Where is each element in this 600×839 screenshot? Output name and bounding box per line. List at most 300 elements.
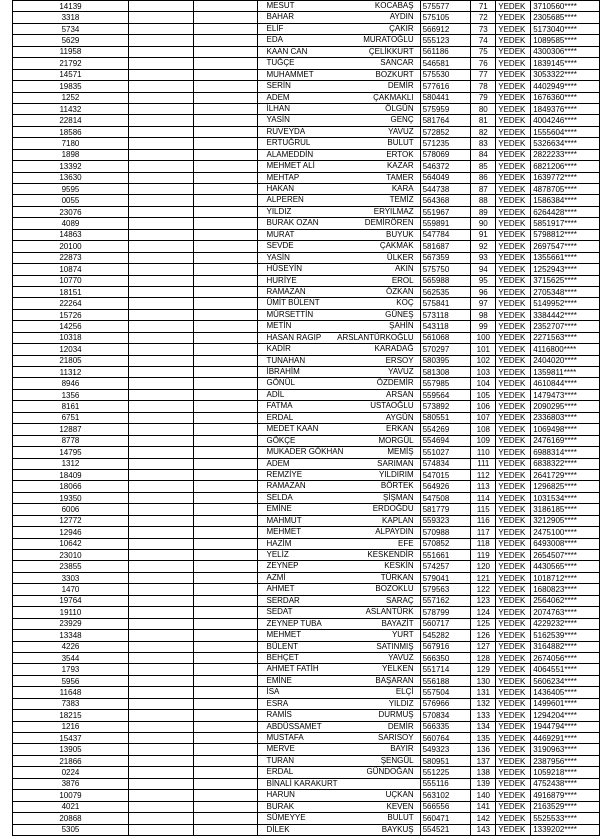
- first-name: MUSTAFA: [266, 733, 304, 742]
- registry-number-cell: 560717: [420, 618, 471, 629]
- applicant-number-cell: 1793: [13, 664, 129, 675]
- empty-cell: [194, 138, 258, 149]
- first-name: HASAN RAGIP: [266, 332, 322, 342]
- table-row: [13, 275, 600, 286]
- empty-cell: [194, 778, 258, 789]
- table-row: [13, 355, 600, 366]
- rank-cell: 84: [471, 149, 496, 160]
- empty-cell: [128, 767, 193, 778]
- table-row: [13, 538, 600, 549]
- id-number-cell: 1849376****: [531, 103, 600, 114]
- status-cell: YEDEK: [496, 298, 531, 309]
- first-name: ZEYNEP: [266, 561, 299, 571]
- full-name-cell: [258, 664, 420, 675]
- id-number-cell: 2822233****: [531, 149, 600, 160]
- last-name: ARSAN: [386, 389, 414, 399]
- applicant-number-cell: 1216: [13, 721, 129, 732]
- table-row: [13, 561, 600, 572]
- last-name: BÖRTEK: [380, 481, 414, 491]
- registry-number-cell: 551027: [420, 447, 471, 458]
- rank-cell: 104: [471, 378, 496, 389]
- rank-cell: 100: [471, 332, 496, 343]
- rank-cell: 79: [471, 92, 496, 103]
- empty-cell: [128, 504, 193, 515]
- rank-cell: 101: [471, 344, 496, 355]
- last-name: YILDIRIM: [378, 469, 414, 479]
- applicant-number-cell: 6751: [13, 412, 129, 423]
- empty-cell: [194, 801, 258, 812]
- full-name-cell: [258, 435, 420, 446]
- empty-cell: [194, 447, 258, 458]
- empty-cell: [128, 710, 193, 721]
- table-row: [13, 172, 600, 183]
- registry-number-cell: 575530: [420, 69, 471, 80]
- registry-number-cell: 551714: [420, 664, 471, 675]
- id-number-cell: 1676360****: [531, 92, 600, 103]
- full-name-cell: [258, 229, 420, 240]
- applicant-number-cell: 10079: [13, 790, 129, 801]
- last-name: ASLANTÜRK: [365, 607, 414, 617]
- rank-cell: 110: [471, 447, 496, 458]
- registry-number-cell: 581779: [420, 504, 471, 515]
- id-number-cell: 4402949****: [531, 81, 600, 92]
- rank-cell: 140: [471, 790, 496, 801]
- id-number-cell: 1069498****: [531, 424, 600, 435]
- full-name-cell: [258, 264, 420, 275]
- first-name: KADİR: [266, 344, 291, 354]
- rank-cell: 113: [471, 481, 496, 492]
- registry-number-cell: 557985: [420, 378, 471, 389]
- id-number-cell: 4300306****: [531, 46, 600, 57]
- id-number-cell: 1839145****: [531, 58, 600, 69]
- rank-cell: 125: [471, 618, 496, 629]
- applicant-number-cell: 23929: [13, 618, 129, 629]
- registry-number-cell: 561186: [420, 46, 471, 57]
- table-row: [13, 138, 600, 149]
- rank-cell: 115: [471, 504, 496, 515]
- empty-cell: [194, 538, 258, 549]
- registry-number-cell: 563102: [420, 790, 471, 801]
- applicant-number-cell: 12887: [13, 424, 129, 435]
- empty-cell: [194, 298, 258, 309]
- registry-number-cell: 564926: [420, 481, 471, 492]
- full-name-cell: [258, 652, 420, 663]
- first-name: HÜSEYİN: [266, 264, 303, 274]
- last-name: KARADAĞ: [374, 344, 414, 354]
- empty-cell: [128, 424, 193, 435]
- empty-cell: [194, 504, 258, 515]
- id-number-cell: 1499601****: [531, 698, 600, 709]
- last-name: YAVUZ: [388, 367, 414, 376]
- empty-cell: [128, 824, 193, 835]
- full-name-cell: [258, 321, 420, 332]
- registry-number-cell: 573118: [420, 309, 471, 320]
- status-cell: YEDEK: [496, 447, 531, 458]
- status-cell: YEDEK: [496, 790, 531, 801]
- registry-number-cell: 561068: [420, 332, 471, 343]
- last-name: BOZKURT: [375, 69, 414, 79]
- applicant-number-cell: 12034: [13, 344, 129, 355]
- rank-cell: 118: [471, 538, 496, 549]
- registry-number-cell: 560764: [420, 733, 471, 744]
- id-number-cell: 1089585****: [531, 35, 600, 46]
- empty-cell: [194, 58, 258, 69]
- registry-number-cell: 566556: [420, 801, 471, 812]
- status-cell: YEDEK: [496, 275, 531, 286]
- last-name: ÖZDEMİR: [376, 378, 414, 388]
- rank-cell: 124: [471, 607, 496, 618]
- last-name: ERTOK: [386, 149, 414, 159]
- first-name: ZEYNEP TUBA: [266, 618, 322, 628]
- status-cell: YEDEK: [496, 469, 531, 480]
- rank-cell: 103: [471, 367, 496, 378]
- full-name-cell: [258, 241, 420, 252]
- table-row: [13, 252, 600, 263]
- rank-cell: 91: [471, 229, 496, 240]
- applicant-number-cell: 8161: [13, 401, 129, 412]
- registry-number-cell: 578799: [420, 607, 471, 618]
- registry-number-cell: 573892: [420, 401, 471, 412]
- table-row: [13, 367, 600, 378]
- empty-cell: [194, 367, 258, 378]
- applicant-number-cell: 13392: [13, 161, 129, 172]
- table-row: [13, 458, 600, 469]
- status-cell: YEDEK: [496, 687, 531, 698]
- empty-cell: [128, 275, 193, 286]
- first-name: YELİZ: [266, 550, 289, 559]
- last-name: DEMİRÖREN: [364, 218, 414, 228]
- id-number-cell: 4229232****: [531, 618, 600, 629]
- table-row: [13, 161, 600, 172]
- applicant-number-cell: 23076: [13, 206, 129, 217]
- status-cell: YEDEK: [496, 126, 531, 137]
- id-number-cell: 6493008****: [531, 538, 600, 549]
- table-row: [13, 778, 600, 789]
- table-row: [13, 698, 600, 709]
- status-cell: YEDEK: [496, 721, 531, 732]
- status-cell: YEDEK: [496, 389, 531, 400]
- applicant-number-cell: 11432: [13, 103, 129, 114]
- id-number-cell: 2476169****: [531, 435, 600, 446]
- empty-cell: [194, 607, 258, 618]
- first-name: RAMİS: [266, 710, 292, 720]
- status-cell: YEDEK: [496, 813, 531, 824]
- empty-cell: [194, 458, 258, 469]
- table-row: [13, 81, 600, 92]
- id-number-cell: 6988314****: [531, 447, 600, 458]
- empty-cell: [194, 550, 258, 561]
- empty-cell: [128, 206, 193, 217]
- full-name-cell: [258, 103, 420, 114]
- id-number-cell: 6838322****: [531, 458, 600, 469]
- full-name-cell: [258, 286, 420, 297]
- id-number-cell: 2404020****: [531, 355, 600, 366]
- registry-number-cell: 564368: [420, 195, 471, 206]
- empty-cell: [194, 481, 258, 492]
- last-name: YAVUZ: [388, 126, 414, 136]
- first-name: MEHMET: [266, 527, 302, 537]
- status-cell: YEDEK: [496, 264, 531, 275]
- empty-cell: [128, 1, 193, 12]
- status-cell: YEDEK: [496, 367, 531, 378]
- table-row: [13, 286, 600, 297]
- table-row: [13, 103, 600, 114]
- rank-cell: 95: [471, 275, 496, 286]
- empty-cell: [194, 412, 258, 423]
- last-name: BAYAZİT: [381, 618, 414, 628]
- registry-number-cell: 575750: [420, 264, 471, 275]
- empty-cell: [128, 92, 193, 103]
- empty-cell: [128, 35, 193, 46]
- table-row: [13, 584, 600, 595]
- empty-cell: [128, 595, 193, 606]
- empty-cell: [128, 126, 193, 137]
- first-name: MÜRSETTİN: [266, 309, 314, 319]
- status-cell: YEDEK: [496, 35, 531, 46]
- first-name: HARUN: [266, 790, 295, 800]
- empty-cell: [194, 252, 258, 263]
- rank-cell: 90: [471, 218, 496, 229]
- last-name: SANCAR: [380, 58, 414, 68]
- first-name: BURAK OZAN: [266, 218, 319, 228]
- table-row: [13, 424, 600, 435]
- registry-number-cell: 556188: [420, 675, 471, 686]
- empty-cell: [194, 424, 258, 435]
- first-name: TUNAHAN: [266, 355, 306, 365]
- empty-cell: [128, 641, 193, 652]
- id-number-cell: 6264428****: [531, 206, 600, 217]
- id-number-cell: 5173040****: [531, 23, 600, 34]
- empty-cell: [128, 652, 193, 663]
- empty-cell: [128, 412, 193, 423]
- empty-cell: [128, 81, 193, 92]
- empty-cell: [194, 595, 258, 606]
- empty-cell: [194, 92, 258, 103]
- registry-number-cell: 545282: [420, 630, 471, 641]
- registry-number-cell: 580395: [420, 355, 471, 366]
- last-name: SATINMIŞ: [376, 641, 414, 651]
- applicant-number-cell: 15437: [13, 733, 129, 744]
- applicant-number-cell: 18066: [13, 481, 129, 492]
- table-row: [13, 58, 600, 69]
- empty-cell: [128, 790, 193, 801]
- last-name: KAZAR: [386, 161, 414, 171]
- last-name: MEMİŞ: [387, 447, 414, 457]
- empty-cell: [194, 46, 258, 57]
- id-number-cell: 5851917****: [531, 218, 600, 229]
- status-cell: YEDEK: [496, 550, 531, 561]
- registry-number-cell: 557162: [420, 595, 471, 606]
- empty-cell: [194, 126, 258, 137]
- status-cell: YEDEK: [496, 321, 531, 332]
- last-name: USTAOĞLU: [370, 401, 414, 411]
- applicant-number-cell: 13905: [13, 744, 129, 755]
- full-name-cell: [258, 355, 420, 366]
- id-number-cell: 2336803****: [531, 412, 600, 423]
- id-number-cell: 5149952****: [531, 298, 600, 309]
- first-name: MEHMET ALİ: [266, 161, 315, 171]
- applicant-number-cell: 9595: [13, 184, 129, 195]
- last-name: TEMİZ: [389, 195, 414, 205]
- applicant-number-cell: 14256: [13, 321, 129, 332]
- status-cell: YEDEK: [496, 355, 531, 366]
- full-name-cell: [258, 572, 420, 583]
- last-name: SARISOY: [378, 733, 414, 742]
- empty-cell: [128, 492, 193, 503]
- id-number-cell: 4878705****: [531, 184, 600, 195]
- status-cell: YEDEK: [496, 733, 531, 744]
- table-row: [13, 184, 600, 195]
- full-name-cell: [258, 698, 420, 709]
- rank-cell: 93: [471, 252, 496, 263]
- registry-number-cell: 559564: [420, 389, 471, 400]
- status-cell: YEDEK: [496, 492, 531, 503]
- empty-cell: [194, 469, 258, 480]
- empty-cell: [194, 35, 258, 46]
- status-cell: YEDEK: [496, 401, 531, 412]
- status-cell: YEDEK: [496, 138, 531, 149]
- last-name: BULUT: [387, 138, 414, 148]
- empty-cell: [194, 12, 258, 23]
- applicant-number-cell: 3318: [13, 12, 129, 23]
- registry-number-cell: 577616: [420, 81, 471, 92]
- full-name-cell: [258, 92, 420, 103]
- first-name: KAAN CAN: [266, 46, 308, 56]
- status-cell: YEDEK: [496, 435, 531, 446]
- registry-number-cell: 564049: [420, 172, 471, 183]
- applicant-number-cell: 8946: [13, 378, 129, 389]
- id-number-cell: 2163529****: [531, 801, 600, 812]
- first-name: MESUT: [266, 1, 295, 10]
- id-number-cell: 1436405****: [531, 687, 600, 698]
- full-name-cell: [258, 675, 420, 686]
- status-cell: YEDEK: [496, 309, 531, 320]
- rank-cell: 82: [471, 126, 496, 137]
- last-name: EFE: [398, 538, 414, 548]
- empty-cell: [128, 538, 193, 549]
- status-cell: YEDEK: [496, 206, 531, 217]
- status-cell: YEDEK: [496, 286, 531, 297]
- empty-cell: [128, 561, 193, 572]
- applicant-number-cell: 4021: [13, 801, 129, 812]
- registry-number-cell: 570852: [420, 538, 471, 549]
- empty-cell: [128, 218, 193, 229]
- full-name-cell: [258, 115, 420, 126]
- last-name: YURT: [391, 630, 414, 640]
- first-name: MAHMUT: [266, 515, 302, 525]
- id-number-cell: 1018712****: [531, 572, 600, 583]
- last-name: TÜRKAN: [380, 572, 414, 582]
- last-name: ÇELİKKURT: [368, 46, 414, 56]
- full-name-cell: [258, 344, 420, 355]
- rank-cell: 135: [471, 733, 496, 744]
- registry-number-cell: 559323: [420, 515, 471, 526]
- full-name-cell: [258, 458, 420, 469]
- table-row: [13, 652, 600, 663]
- last-name: ERDOĞDU: [372, 504, 414, 514]
- table-row: [13, 332, 600, 343]
- applicant-number-cell: 12946: [13, 527, 129, 538]
- first-name: YASİN: [266, 252, 290, 262]
- empty-cell: [128, 630, 193, 641]
- last-name: YELKEN: [382, 664, 414, 674]
- table-row: [13, 630, 600, 641]
- applicant-number-cell: 19764: [13, 595, 129, 606]
- table-row: [13, 824, 600, 835]
- first-name: SEVDE: [266, 241, 294, 251]
- table-row: [13, 401, 600, 412]
- first-name: DİLEK: [266, 824, 290, 834]
- registry-number-cell: 555123: [420, 35, 471, 46]
- first-name: HURİYE: [266, 275, 297, 285]
- registry-number-cell: 572852: [420, 126, 471, 137]
- rank-cell: 88: [471, 195, 496, 206]
- registry-number-cell: 574834: [420, 458, 471, 469]
- last-name: ALPAYDIN: [375, 527, 414, 537]
- empty-cell: [128, 23, 193, 34]
- registry-number-cell: 551225: [420, 767, 471, 778]
- id-number-cell: 3190963****: [531, 744, 600, 755]
- full-name-cell: [258, 824, 420, 835]
- empty-cell: [194, 161, 258, 172]
- rank-cell: 117: [471, 527, 496, 538]
- last-name: GÜNEŞ: [385, 309, 414, 319]
- empty-cell: [194, 355, 258, 366]
- empty-cell: [128, 321, 193, 332]
- registry-number-cell: 567359: [420, 252, 471, 263]
- last-name: YILDIZ: [388, 698, 414, 708]
- id-number-cell: 2674056****: [531, 652, 600, 663]
- first-name: METİN: [266, 321, 292, 331]
- first-name: MEHTAP: [266, 172, 300, 182]
- applicant-number-cell: 22873: [13, 252, 129, 263]
- id-number-cell: 3164882****: [531, 641, 600, 652]
- empty-cell: [128, 103, 193, 114]
- table-row: [13, 492, 600, 503]
- empty-cell: [128, 447, 193, 458]
- table-row: [13, 92, 600, 103]
- id-number-cell: 3053322****: [531, 69, 600, 80]
- table-row: [13, 767, 600, 778]
- status-cell: YEDEK: [496, 652, 531, 663]
- full-name-cell: [258, 184, 420, 195]
- full-name-cell: [258, 298, 420, 309]
- first-name: EDA: [266, 35, 283, 45]
- empty-cell: [128, 469, 193, 480]
- rank-cell: 94: [471, 264, 496, 275]
- last-name: KOCABAŞ: [374, 1, 414, 10]
- applicant-number-cell: 14571: [13, 69, 129, 80]
- registry-number-cell: 576966: [420, 698, 471, 709]
- last-name: ARSLANTÜRKOĞLU: [337, 332, 414, 342]
- empty-cell: [128, 46, 193, 57]
- first-name: SEDAT: [266, 607, 293, 617]
- first-name: MUKADER GÖKHAN: [266, 447, 344, 457]
- status-cell: YEDEK: [496, 218, 531, 229]
- empty-cell: [194, 584, 258, 595]
- last-name: YAVUZ: [388, 652, 414, 662]
- registry-number-cell: 554694: [420, 435, 471, 446]
- full-name-cell: [258, 23, 420, 34]
- first-name: YILDIZ: [266, 206, 292, 216]
- applicant-number-cell: 11312: [13, 367, 129, 378]
- empty-cell: [194, 103, 258, 114]
- id-number-cell: 5162539****: [531, 630, 600, 641]
- rank-cell: 74: [471, 35, 496, 46]
- id-number-cell: 6821206****: [531, 161, 600, 172]
- applicant-number-cell: 18215: [13, 710, 129, 721]
- rank-cell: 106: [471, 401, 496, 412]
